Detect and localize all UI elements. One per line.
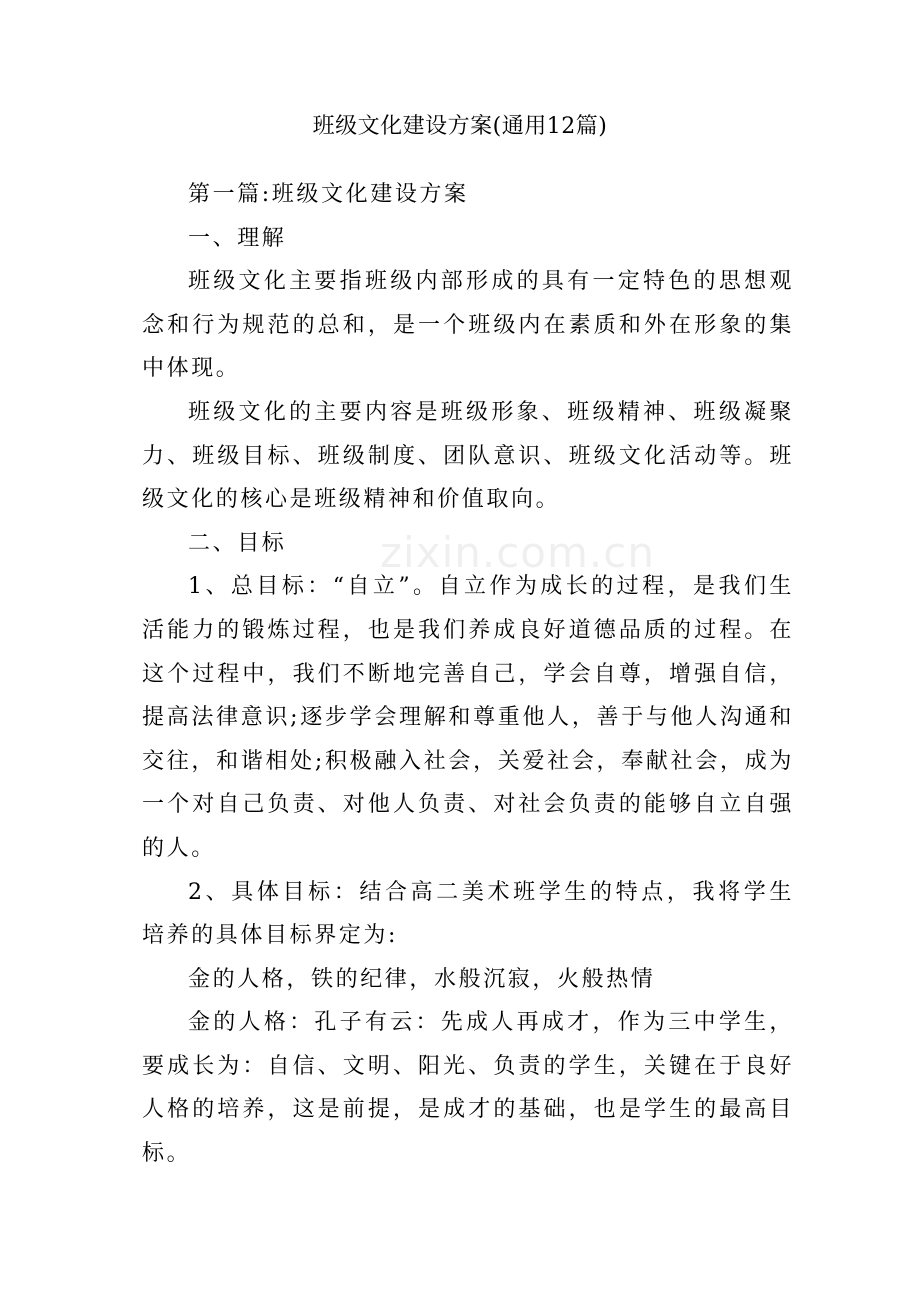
paragraph-golden-character: 金的人格：孔子有云：先成人再成才，作为三中学生，要成长为：自信、文明、阳光、负责的学生，关键在于良好人格的培养，这是前提，是成才的基础，也是学生的最高目标。 — [142, 1010, 794, 1167]
section-heading-goals: 二、目标 — [188, 530, 287, 556]
document-title: 班级文化建设方案(通用12篇) — [312, 114, 608, 139]
paragraph-overall-goal: 1、总目标：“自立”。自立作为成长的过程，是我们生活能力的锻炼过程，也是我们养成良好道德品质的过程。在这个过程中，我们不断地完善自己，学会自尊，增强自信，提高法律意识;逐步学会理解和尊重他人，善于与他人沟通和交往，和谐相处;积极融入社会，关爱社会，奉献社会，成为一个对自己负责、对他人负责、对社会负责的能够自立自强的人。 — [142, 574, 794, 861]
paragraph-specific-goal: 2、具体目标：结合高二美术班学生的特点，我将学生培养的具体目标界定为: — [142, 879, 794, 949]
section-heading-part-one: 第一篇:班级文化建设方案 — [188, 182, 469, 207]
document-body — [142, 173, 794, 1176]
paragraph-motto: 金的人格，铁的纪律，水般沉寂，火般热情 — [188, 966, 656, 992]
paragraph-definition: 班级文化主要指班级内部形成的具有一定特色的思想观念和行为规范的总和，是一个班级内在素质和外在形象的集中体现。 — [142, 269, 794, 382]
section-heading-understanding: 一、理解 — [188, 225, 287, 251]
watermark-text: zixin.com.cn — [380, 528, 655, 577]
paragraph-main-content: 班级文化的主要内容是班级形象、班级精神、班级凝聚力、班级目标、班级制度、团队意识、班级文化活动等。班级文化的核心是班级精神和价值取向。 — [142, 399, 794, 513]
